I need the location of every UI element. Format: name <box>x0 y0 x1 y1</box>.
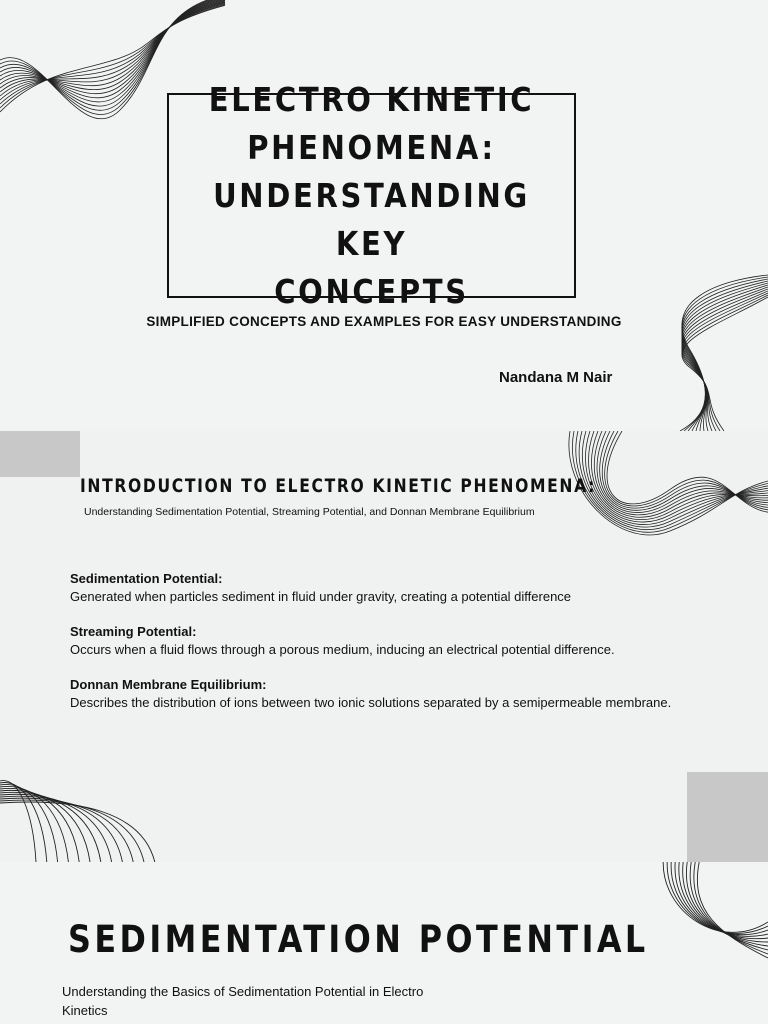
definition-description: Describes the distribution of ions between two ionic solutions separated by a semipermeable membrane. <box>70 695 672 710</box>
page-title: ELECTRO KINETIC PHENOMENA: UNDERSTANDING KEY CONCEPTS <box>208 79 535 311</box>
arc-lines-top-right <box>660 862 768 962</box>
definition-donnan <box>70 676 671 712</box>
section-title: INTRODUCTION TO ELECTRO KINETIC PHENOMENA: <box>80 475 596 497</box>
introduction-slide <box>0 431 768 862</box>
definition-term: Sedimentation Potential: <box>70 571 223 586</box>
slide-title: SEDIMENTATION POTENTIAL <box>68 918 649 961</box>
title-slide <box>0 0 768 431</box>
sedimentation-slide <box>0 862 768 1024</box>
section-subtitle: Understanding Sedimentation Potential, Streaming Potential, and Donnan Membrane Equilibrium <box>84 506 535 518</box>
definition-streaming <box>70 623 615 659</box>
title-frame <box>167 79 576 311</box>
definition-term: Donnan Membrane Equilibrium: <box>70 677 267 692</box>
wave-lines-right <box>660 270 768 431</box>
arc-lines-bottom-left <box>0 771 160 862</box>
author-name: Nandana M Nair <box>499 369 613 386</box>
definition-term: Streaming Potential: <box>70 624 197 639</box>
subtitle: SIMPLIFIED CONCEPTS AND EXAMPLES FOR EASY UNDERSTANDING <box>146 314 622 329</box>
grey-block-top-left <box>0 431 80 477</box>
slide-subtitle: Understanding the Basics of Sedimentation Potential in Electro Kinetics <box>62 984 424 1018</box>
definition-sedimentation <box>70 570 571 606</box>
definition-description: Generated when particles sediment in fluid under gravity, creating a potential difference <box>70 589 572 604</box>
wave-lines-top-right <box>560 431 768 571</box>
definition-description: Occurs when a fluid flows through a porous medium, inducing an electrical potential difference. <box>70 642 615 657</box>
grey-block-bottom-right <box>687 772 768 862</box>
